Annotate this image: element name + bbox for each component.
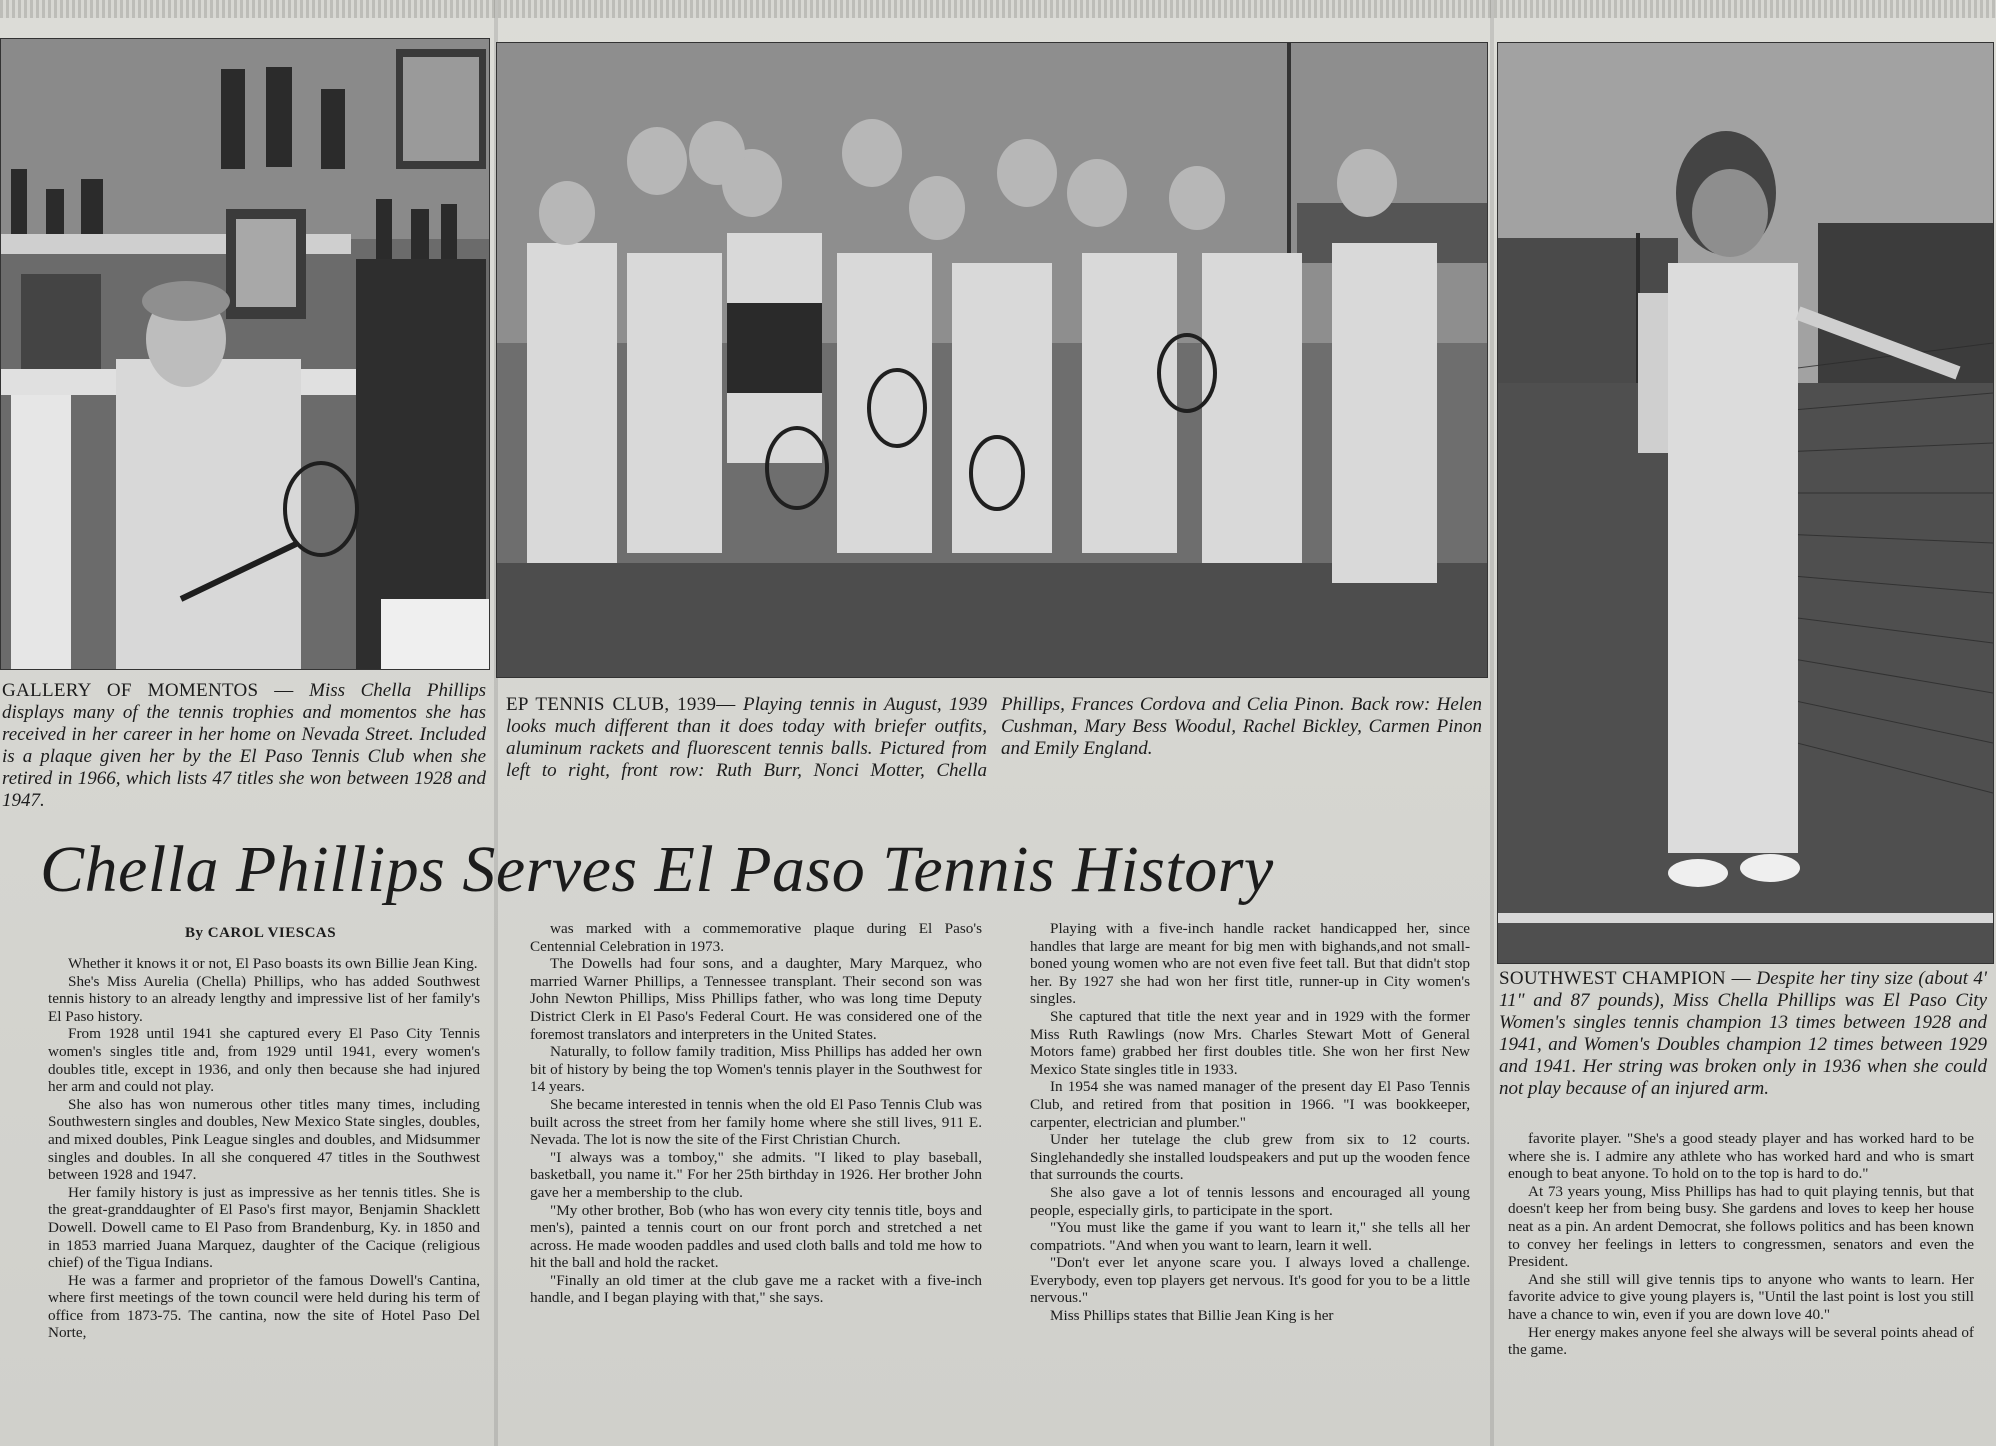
paragraph: She also has won numerous other titles many times, including Southwestern singles and doubles, New Mexico State singles, doubles, and mixed doubles, Pink League singles and doubles, and Midsummer singles and doubles. In all she conquered 47 titles in the Southwest between 1928 and 1947. [48,1095,480,1184]
caption-southwest-champion [1499,968,1987,1100]
paragraph: And she still will give tennis tips to anyone who wants to learn. Her favorite advice to give young players is, "Until the last point is lost you still have a chance to win, even if you are down love 40." [1508,1270,1974,1323]
paragraph: Whether it knows it or not, El Paso boasts its own Billie Jean King. [68,955,478,972]
paragraph: At 73 years young, Miss Phillips has had to quit playing tennis, but that doesn't keep her from being busy. She gardens and loves to keep her house neat as a pin. An ardent Democrat, she follows politics and has been known to convey her feelings in letters to congressmen, senators and even the President. [1508,1182,1974,1271]
caption-label: GALLERY OF MOMENTOS — [2,680,294,701]
paragraph: In 1954 she was named manager of the present day El Paso Tennis Club, and retired from that position in 1966. "I was bookkeeper, carpenter, electrician and plumber." [1030,1078,1470,1131]
paragraph: She became interested in tennis when the old El Paso Tennis Club was built across the street from her family home where she still lives, 911 E. Nevada. The lot is now the site of the First Christian Church. [530,1095,982,1149]
article-column-4 [1508,1130,1974,1359]
photo-southwest-champion [1497,42,1994,964]
paragraph: "You must like the game if you want to learn it," she tells all her compatriots. "And when you want to learn, learn it well. [1030,1219,1470,1254]
paragraph: favorite player. "She's a good steady player and has worked hard to be where she is. I admire any athlete who has worked hard and who is smart enough to beat anyone. To hold on to the top is hard to do." [1508,1130,1974,1183]
caption-label: SOUTHWEST CHAMPION — [1499,968,1751,989]
paragraph: Miss Phillips states that Billie Jean King is her [1050,1307,1334,1325]
caption-text: Playing tennis in August, 1939 looks much different than it does today with briefer outfits, aluminum rackets and fluorescent tennis balls. Pictured from left to right, front row: Ruth Burr, Nonci Motter, Chella Phillips, Frances Cordova and Celia Pinon. Back row: Helen Cushman, Mary Bess Woodul, Rachel Bickley, Carmen Pinon and Emily England. [506,694,1482,781]
photo-club-image [497,43,1487,677]
photo-champion-image [1498,43,1993,963]
photo-ep-tennis-club-1939 [496,42,1488,678]
photo-gallery-of-momentos [0,38,490,670]
caption-text: Despite her tiny size (about 4' 11" and 87 pounds), Miss Chella Phillips was El Paso City Women's singles tennis champion 13 times between 1928 and 1941, and Women's Doubles champion 12 times between 1929 and 1941. Her string was broken only in 1936 when she could not play because of an injured arm. [1499,968,1987,1099]
paragraph: "My other brother, Bob (who has won every city tennis title, boys and men's), painted a tennis court on our front porch and stretched a net across. He made wooden paddles and used cloth balls and told me how to hit the ball and hold the racket. [530,1201,982,1272]
paragraph: She's Miss Aurelia (Chella) Phillips, who has added Southwest tennis history to an already lengthy and impressive list of her family's El Paso history. [48,972,480,1025]
paragraph: "I always was a tomboy," she admits. "I liked to play baseball, basketball, you name it." For her 25th birthday in 1926. Her brother John gave her a membership to the club. [530,1148,982,1201]
paragraph: She also gave a lot of tennis lessons and encouraged all young people, especially girls, to participate in the sport. [1030,1183,1470,1219]
article-column-3 [1030,920,1470,1325]
caption-gallery-of-momentos [2,680,486,812]
paragraph: Her energy makes anyone feel she always will be several points ahead of the game. [1508,1323,1974,1359]
torn-top-edge [0,0,1996,18]
article-headline: Chella Phillips Serves El Paso Tennis History [40,833,1274,906]
photo-gallery-image [1,39,489,669]
fold-line [1490,0,1494,1446]
article-byline: By CAROL VIESCAS [185,925,337,941]
paragraph: Playing with a five-inch handle racket handicapped her, since handles that large are meant for big men with bighands,and not small-boned young women who are not even five feet tall. But that didn't stop her. By 1927 she had won her first title, runner-up in City women's singles. [1030,920,1470,1008]
paragraph: Naturally, to follow family tradition, Miss Phillips has added her own bit of history by being the top Women's tennis player in the Southwest for 14 years. [530,1043,982,1096]
paragraph: "Don't ever let anyone scare you. I always loved a challenge. Everybody, even top players get nervous. It's good for you to be a little nervous." [1030,1254,1470,1307]
paragraph: Under her tutelage the club grew from six to 12 courts. Singlehandedly she installed loudspeakers and put up the wooden fence that surrounds the courts. [1030,1131,1470,1184]
caption-label: EP TENNIS CLUB, 1939— [506,694,736,715]
paragraph: was marked with a commemorative plaque during El Paso's Centennial Celebration in 1973. [530,920,982,955]
caption-ep-tennis-club [506,694,1482,782]
caption-text: Miss Chella Phillips displays many of the tennis trophies and momentos she has received in her career in her home on Nevada Street. Included is a plaque given her by the El Paso Tennis Club when she retired in 1966, which lists 47 titles she won between 1928 and 1947. [2,680,486,811]
article-column-2 [530,920,982,1307]
paragraph: From 1928 until 1941 she captured every El Paso City Tennis women's singles title and, from 1929 until 1941, every women's doubles title, except in 1936, and only then because she had injured her arm and could not play. [48,1025,480,1096]
paragraph: The Dowells had four sons, and a daughter, Mary Marquez, who married Warner Phillips, a Tennessee transplant. Their second son was John Newton Phillips, Miss Phillips father, who was long time Deputy District Clerk in El Paso's Federal Court. He was considered one of the foremost translators and interpreters in the United States. [530,955,982,1043]
paragraph: He was a farmer and proprietor of the famous Dowell's Cantina, where first meetings of the town council were held during his term of office from 1873-75. The cantina, now the site of Hotel Paso Del Norte, [48,1271,480,1342]
article-column-1 [48,955,480,1342]
paragraph: "Finally an old timer at the club gave me a racket with a five-inch handle, and I began playing with that," she says. [530,1271,982,1307]
paragraph: Her family history is just as impressive as her tennis titles. She is the great-granddaughter of El Paso's first mayor, Benjamin Shacklett Dowell. Dowell came to El Paso from Brandenburg, Ky. in 1850 and in 1853 married Juana Marquez, daughter of the Cacique (religious chief) of the Tigua Indians. [48,1183,480,1272]
paragraph: She captured that title the next year and in 1929 with the former Miss Ruth Rawlings (now Mrs. Charles Stewart Mott of General Motors fame) grabbed her first doubles title. She won her first New Mexico State singles title in 1933. [1030,1007,1470,1078]
